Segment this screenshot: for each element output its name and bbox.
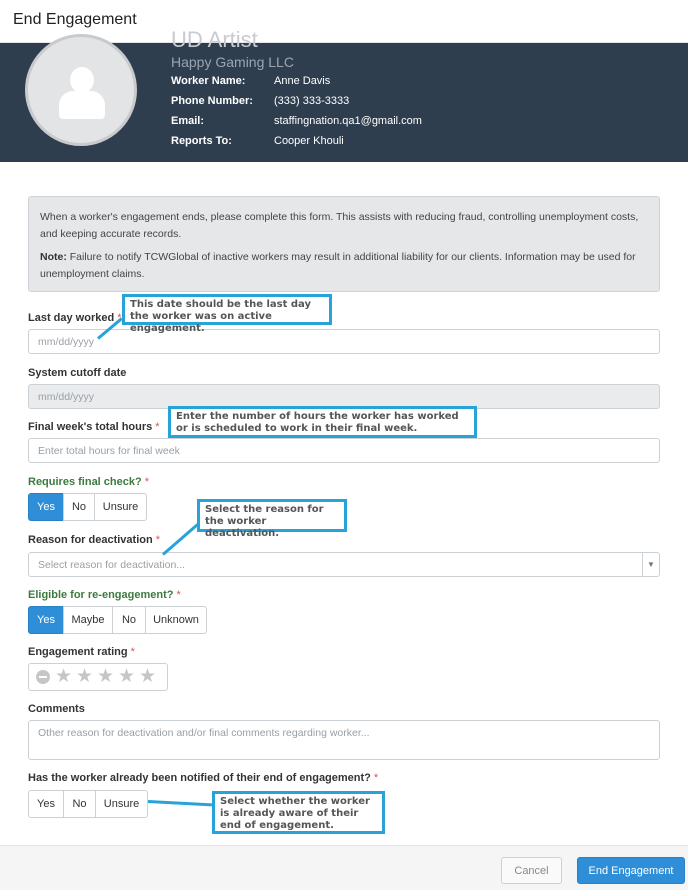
job-title: UD Artist: [171, 27, 258, 52]
notified-label-text: Has the worker already been notified of their end of engagement?: [28, 772, 371, 784]
hours-input[interactable]: [28, 438, 660, 463]
reason-select-placeholder: Select reason for deactivation...: [38, 559, 186, 571]
notified-label: [28, 772, 378, 784]
notified-unsure[interactable]: Unsure: [95, 790, 148, 818]
notified-yes[interactable]: Yes: [28, 790, 64, 818]
user-icon-body: [59, 91, 105, 119]
hours-label-text: Final week's total hours: [28, 421, 153, 433]
reengage-label: [28, 589, 181, 601]
comments-textarea[interactable]: [28, 720, 660, 760]
last-day-input[interactable]: [28, 329, 660, 354]
star-icon[interactable]: ★: [55, 666, 73, 687]
hours-label: [28, 421, 160, 433]
phone-label: Phone Number:: [171, 95, 253, 107]
email-label: Email:: [171, 115, 205, 127]
rating-label-text: Engagement rating: [28, 646, 128, 658]
star-icon[interactable]: ★: [118, 666, 136, 687]
required-mark: *: [155, 421, 160, 433]
info-notice: [28, 196, 660, 292]
star-icon[interactable]: ★: [97, 666, 115, 687]
comments-label: Comments: [28, 703, 85, 715]
phone-value: (333) 333-3333: [274, 95, 350, 107]
star-icon[interactable]: ★: [139, 666, 157, 687]
notified-group: [28, 790, 148, 818]
end-engagement-button[interactable]: End Engagement: [577, 857, 685, 884]
modal-title: End Engagement: [13, 11, 137, 28]
callout-reason: Select the reason for the worker deactivation.: [197, 499, 347, 532]
notified-no[interactable]: No: [63, 790, 96, 818]
callout-last-day: This date should be the last day the worker was on active engagement.: [122, 294, 332, 325]
final-check-group: [28, 493, 147, 521]
star-icon[interactable]: ★: [76, 666, 94, 687]
modal-header: [0, 0, 688, 43]
engagement-rating: [28, 663, 168, 691]
final-check-unsure[interactable]: Unsure: [94, 493, 147, 521]
modal-footer: [0, 845, 688, 890]
reengage-maybe[interactable]: Maybe: [63, 606, 113, 634]
reengage-label-text: Eligible for re-engagement?: [28, 589, 174, 601]
rating-label: [28, 646, 135, 658]
reengage-group: [28, 606, 207, 634]
note-text: Failure to notify TCWGlobal of inactive workers may result in additional liability for our clients. Information may be used for unemployment claims.: [40, 251, 636, 280]
note-label: Note:: [40, 251, 67, 263]
callout-notified: Select whether the worker is already aware of their end of engagement.: [212, 791, 385, 834]
reports-to-label: Reports To:: [171, 135, 232, 147]
required-mark: *: [144, 476, 149, 488]
reason-label-text: Reason for deactivation: [28, 534, 153, 546]
required-mark: *: [373, 772, 379, 784]
reason-label: [28, 534, 160, 546]
worker-name-label: Worker Name:: [171, 75, 246, 87]
last-day-label: [28, 312, 121, 324]
final-check-no[interactable]: No: [63, 493, 95, 521]
callout-leader: [148, 800, 212, 806]
reengage-no[interactable]: No: [112, 606, 146, 634]
required-mark: *: [176, 589, 181, 601]
email-value: staffingnation.qa1@gmail.com: [274, 115, 422, 127]
user-icon-head: [70, 67, 94, 93]
required-mark: *: [130, 646, 135, 658]
last-day-label-text: Last day worked: [28, 312, 115, 324]
cutoff-label: System cutoff date: [28, 367, 127, 379]
final-check-label: [28, 476, 149, 488]
final-check-yes[interactable]: Yes: [28, 493, 64, 521]
callout-leader: [162, 523, 199, 555]
reports-to-value: Cooper Khouli: [274, 135, 344, 147]
chevron-down-icon[interactable]: ▼: [642, 553, 659, 576]
reengage-unknown[interactable]: Unknown: [145, 606, 207, 634]
worker-banner: [0, 27, 688, 162]
required-mark: *: [155, 534, 160, 546]
notice-note: [40, 249, 648, 283]
notice-text: When a worker's engagement ends, please complete this form. This assists with reducing fraud, controlling unemployment costs, and keeping accurate records.: [40, 211, 639, 240]
cancel-button[interactable]: Cancel: [501, 857, 562, 884]
worker-name-value: Anne Davis: [274, 75, 331, 87]
reengage-yes[interactable]: Yes: [28, 606, 64, 634]
final-check-label-text: Requires final check?: [28, 476, 142, 488]
reason-select[interactable]: [28, 552, 660, 577]
company-name: Happy Gaming LLC: [171, 54, 294, 70]
avatar: [25, 34, 137, 146]
clear-rating-icon[interactable]: [36, 670, 50, 684]
callout-hours: Enter the number of hours the worker has worked or is scheduled to work in their final week.: [168, 406, 477, 438]
